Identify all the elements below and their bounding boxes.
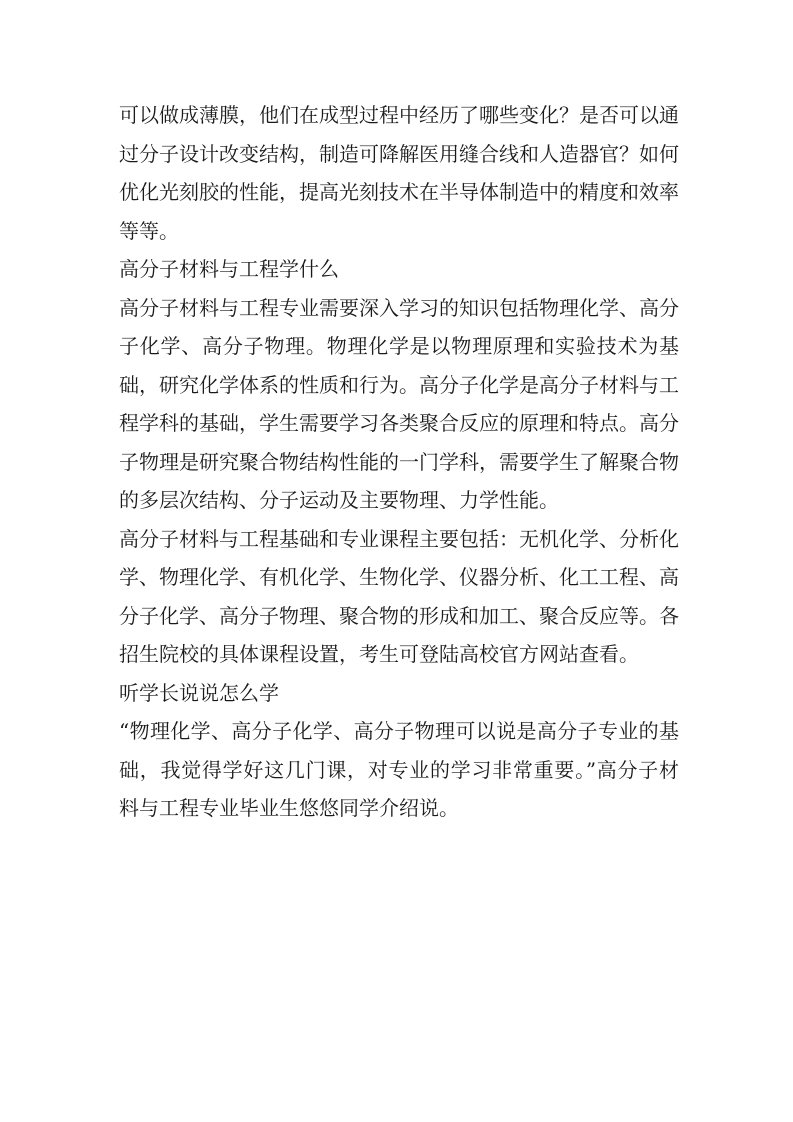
document-body	[119, 96, 679, 828]
paragraph-molding-questions: 可以做成薄膜，他们在成型过程中经历了哪些变化？是否可以通过分子设计改变结构，制造可降解医用缝合线和人造器官？如何优化光刻胶的性能，提高光刻技术在半导体制造中的精度和效率等等。	[119, 103, 679, 243]
paragraph-courses: 高分子材料与工程基础和专业课程主要包括：无机化学、分析化学、物理化学、有机化学、生物化学、仪器分析、化工工程、高分子化学、高分子物理、聚合物的形成和加工、聚合反应等。各招生院校的具体课程设置，考生可登陆高校官方网站查看。	[119, 526, 679, 666]
paragraph-graduate-quote: “物理化学、高分子化学、高分子物理可以说是高分子专业的基础，我觉得学好这几门课，对专业的学习非常重要。”高分子材料与工程专业毕业生悠悠同学介绍说。	[119, 719, 679, 820]
section-heading-what-to-study: 高分子材料与工程学什么	[119, 257, 339, 281]
paragraph-core-knowledge: 高分子材料与工程专业需要深入学习的知识包括物理化学、高分子化学、高分子物理。物理化学是以物理原理和实验技术为基础，研究化学体系的性质和行为。高分子化学是高分子材料与工程学科的基础，学生需要学习各类聚合反应的原理和特点。高分子物理是研究聚合物结构性能的一门学科，需要学生了解聚合物的多层次结构、分子运动及主要物理、力学性能。	[119, 295, 679, 512]
section-heading-senior-advice: 听学长说说怎么学	[119, 680, 279, 705]
